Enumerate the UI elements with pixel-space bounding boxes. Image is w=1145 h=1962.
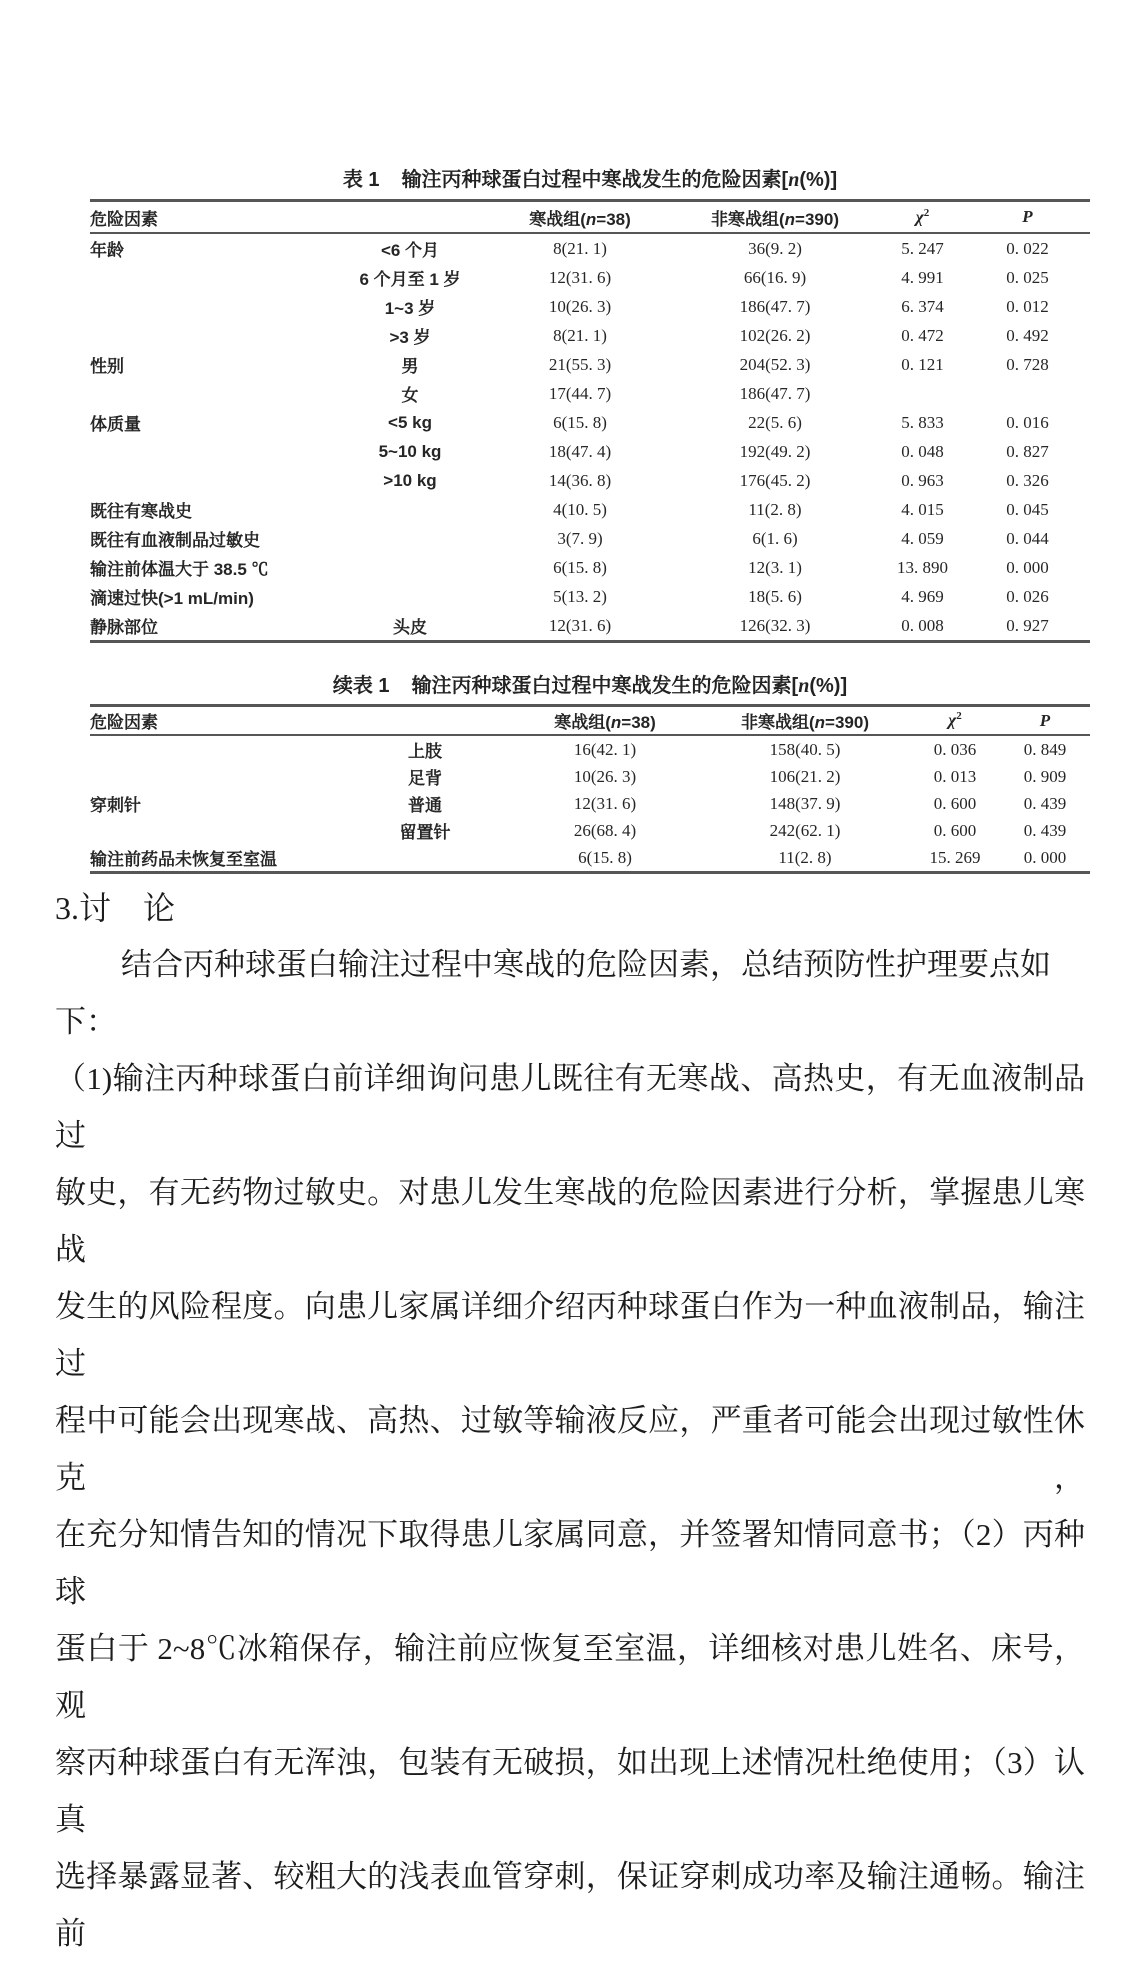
table-cell-non: 18(5. 6): [748, 586, 802, 606]
table-cell-chi: 5. 247: [901, 238, 944, 258]
table-cell-chill: 12(31. 6): [548, 615, 612, 635]
paragraph-line: （1)输注丙种球蛋白前详细询问患儿既往有无寒战、高热史，有无血液制品过: [55, 1061, 1085, 1153]
table-cell-chill: 16(42. 1): [573, 739, 637, 759]
table1-body: [90, 233, 1090, 642]
table-cell-chi: 4. 015: [901, 499, 944, 519]
table-cell-non: 192(49. 2): [739, 441, 811, 461]
paragraph-line: 程中可能会出现寒战、高热、过敏等输液反应，严重者可能会出现过敏性休克，: [55, 1403, 1085, 1495]
table-cell-factor: 年龄: [90, 241, 124, 260]
table-cell-non: 186(47. 7): [739, 383, 811, 403]
table-cell-non: 242(62. 1): [769, 820, 841, 840]
table1-continued: [90, 704, 1090, 874]
table-cell-factor: [90, 321, 330, 350]
table-cell-chi: 0. 600: [933, 820, 977, 840]
table-cell-p: 0. 026: [1006, 586, 1049, 606]
table-cell-p: 0. 927: [1006, 615, 1049, 635]
table-cell-chill: 3(7. 9): [557, 528, 603, 548]
table-cell-sub: >3 岁: [389, 328, 431, 347]
table-cell-chi: 0. 600: [933, 793, 977, 813]
paragraph-line: 结合丙种球蛋白输注过程中寒战的危险因素，总结预防性护理要点如下：: [55, 947, 1051, 1039]
paragraph-line: 敏史，有无药物过敏史。对患儿发生寒战的危险因素进行分析，掌握患儿寒战: [55, 1175, 1085, 1267]
table-cell-non: 6(1. 6): [752, 528, 798, 548]
table1-continued-title-text: 输注丙种球蛋白过程中寒战发生的危险因素[n(%)]: [411, 675, 848, 697]
table-cell-chill: 26(68. 4): [573, 820, 637, 840]
table-cell-factor: 穿刺针: [90, 796, 141, 815]
table-cell-sub: 头皮: [393, 618, 427, 637]
table1-title: [90, 167, 1090, 193]
table-cell-chill: 10(26. 3): [548, 296, 612, 316]
table-cell-p: 0. 045: [1006, 499, 1049, 519]
table-cell-chill: 12(31. 6): [573, 793, 637, 813]
table-cell-sub: <6 个月: [380, 241, 440, 260]
table-row: [90, 763, 1090, 790]
table-cell-chill: 6(15. 8): [553, 412, 607, 432]
table-cell-chill: 12(31. 6): [548, 267, 612, 287]
col-header-nonchill-group: 非寒战组(n=390): [700, 706, 910, 736]
table-cell-factor: [90, 735, 340, 763]
table-cell-chill: 8(21. 1): [553, 325, 607, 345]
table-cell-chill: 6(15. 8): [578, 847, 632, 867]
section-heading: 3.讨 论: [55, 890, 176, 926]
table-cell-chill: 4(10. 5): [553, 499, 607, 519]
table-cell-chi: 4. 991: [901, 267, 944, 287]
table1-title-text: 输注丙种球蛋白过程中寒战发生的危险因素[n(%)]: [401, 169, 838, 191]
table-cell-non: 12(3. 1): [748, 557, 802, 577]
table-row: [90, 379, 1090, 408]
table-cell-chi: 4. 059: [901, 528, 944, 548]
table-cell-chill: 10(26. 3): [573, 766, 637, 786]
table-row: [90, 466, 1090, 495]
table-cell-p: 0. 016: [1006, 412, 1049, 432]
col-header-nonchill-group: 非寒战组(n=390): [670, 201, 880, 234]
col-header-chi-square: $\chi^2$: [880, 201, 965, 234]
document-page: [0, 167, 1145, 1951]
table1-label: 表 1: [342, 169, 380, 191]
table-cell-factor: [90, 292, 330, 321]
table-cell-sub: 1~3 岁: [384, 299, 436, 318]
table-row: [90, 735, 1090, 763]
table-header-row: [90, 706, 1090, 736]
table-cell-chi: 15. 269: [929, 847, 981, 867]
table-cell-factor: 输注前药品未恢复至室温: [90, 850, 277, 869]
table-cell-chi: 0. 121: [901, 354, 944, 374]
table-cell-sub: 足背: [408, 769, 442, 788]
table-cell-factor: [90, 263, 330, 292]
table-cell-sub: <5 kg: [388, 412, 432, 432]
col-header-p-value: P: [965, 201, 1090, 234]
table-cell-factor: [90, 466, 330, 495]
table-cell-non: 11(2. 8): [778, 847, 832, 867]
table-cell-non: 204(52. 3): [739, 354, 811, 374]
table-row: [90, 582, 1090, 611]
table-cell-chill: 21(55. 3): [548, 354, 612, 374]
table-row: [90, 233, 1090, 263]
table-cell-p: 0. 326: [1006, 470, 1049, 490]
table-cell-sub: [330, 553, 490, 582]
table-cell-chi: [880, 379, 965, 408]
table-cell-chi: 0. 963: [901, 470, 944, 490]
table-cell-non: 186(47. 7): [739, 296, 811, 316]
table-cell-p: 0. 849: [1023, 739, 1067, 759]
table-row: [90, 437, 1090, 466]
table-cell-p: 0. 000: [1006, 557, 1049, 577]
table-row: [90, 263, 1090, 292]
table-cell-chi: 5. 833: [901, 412, 944, 432]
table-cell-p: 0. 827: [1006, 441, 1049, 461]
table-cell-sub: 普通: [408, 796, 442, 815]
table-cell-chi: 13. 890: [897, 557, 948, 577]
table-cell-p: 0. 044: [1006, 528, 1049, 548]
table-cell-factor: 性别: [90, 357, 124, 376]
table-cell-chill: 17(44. 7): [548, 383, 612, 403]
table-cell-factor: 体质量: [90, 415, 141, 434]
table-cell-chill: 14(36. 8): [548, 470, 612, 490]
table-row: [90, 524, 1090, 553]
table-cell-chi: 0. 048: [901, 441, 944, 461]
table-row: [90, 495, 1090, 524]
table-cell-factor: [90, 379, 330, 408]
paragraph-line: 选择暴露显著、较粗大的浅表血管穿刺，保证穿刺成功率及输注通畅。输注前: [55, 1859, 1085, 1951]
table-cell-chi: 0. 036: [933, 739, 977, 759]
table-cell-non: 148(37. 9): [769, 793, 841, 813]
paragraph-line: 察丙种球蛋白有无浑浊，包装有无破损，如出现上述情况杜绝使用；（3）认真: [55, 1745, 1085, 1837]
table-cell-factor: 静脉部位: [90, 618, 158, 637]
table-row: [90, 408, 1090, 437]
table-cell-p: 0. 492: [1006, 325, 1049, 345]
col-header-chill-group: 寒战组(n=38): [490, 201, 670, 234]
table-cell-sub: 6 个月至 1 岁: [359, 270, 461, 289]
table-header-row: [90, 201, 1090, 234]
table-cell-sub: 上肢: [408, 742, 442, 761]
table-cell-factor: [90, 437, 330, 466]
table-cell-chill: 6(15. 8): [553, 557, 607, 577]
table-row: [90, 844, 1090, 873]
table-cell-sub: [340, 844, 510, 873]
table-row: [90, 817, 1090, 844]
table-cell-p: 0. 909: [1023, 766, 1067, 786]
table-row: [90, 350, 1090, 379]
table-cell-p: 0. 012: [1006, 296, 1049, 316]
table-cell-non: 106(21. 2): [769, 766, 841, 786]
table1: [90, 199, 1090, 643]
table-cell-p: 0. 022: [1006, 238, 1049, 258]
table-cell-p: 0. 025: [1006, 267, 1049, 287]
table-cell-sub: 5~10 kg: [378, 441, 442, 461]
table-cell-non: 158(40. 5): [769, 739, 841, 759]
table-cell-chi: 0. 013: [933, 766, 977, 786]
table-cell-chill: 18(47. 4): [548, 441, 612, 461]
table-cell-chill: 8(21. 1): [553, 238, 607, 258]
col-header-chi-square: $\chi^2$: [910, 706, 1000, 736]
paragraph-line: 蛋白于 2~8℃冰箱保存，输注前应恢复至室温，详细核对患儿姓名、床号，观: [55, 1631, 1085, 1723]
table-cell-sub: >10 kg: [383, 470, 437, 490]
table-cell-factor: [90, 763, 340, 790]
table-cell-p: 0. 728: [1006, 354, 1049, 374]
table-cell-p: [965, 379, 1090, 408]
table-row: [90, 292, 1090, 321]
table-cell-chill: 5(13. 2): [553, 586, 607, 606]
table-row: [90, 553, 1090, 582]
table-row: [90, 790, 1090, 817]
paragraph-line: 在充分知情告知的情况下取得患儿家属同意，并签署知情同意书；（2）丙种球: [55, 1517, 1085, 1609]
table-cell-chi: 0. 008: [901, 615, 944, 635]
table-cell-sub: 女: [401, 386, 419, 405]
tables-section: [90, 167, 1090, 874]
table-cell-non: 176(45. 2): [739, 470, 811, 490]
table-cell-p: 0. 000: [1023, 847, 1067, 867]
table-cell-factor: [90, 817, 340, 844]
table-cell-p: 0. 439: [1023, 820, 1067, 840]
col-header-p-value: P: [1000, 706, 1090, 736]
table-cell-non: 66(16. 9): [743, 267, 807, 287]
table-cell-sub: [330, 495, 490, 524]
table-cell-factor: 输注前体温大于 38.5 ℃: [90, 560, 269, 579]
table-row: [90, 321, 1090, 350]
table-cell-sub: [330, 524, 490, 553]
col-header-factor: 危险因素: [90, 201, 490, 234]
table-cell-chi: 6. 374: [901, 296, 944, 316]
table-cell-non: 36(9. 2): [748, 238, 802, 258]
table-cell-sub: 男: [401, 357, 419, 376]
table-cell-non: 22(5. 6): [748, 412, 802, 432]
col-header-chill-group: 寒战组(n=38): [510, 706, 700, 736]
table-row: [90, 611, 1090, 642]
discussion-section: [55, 888, 1085, 1962]
table1-continued-label: 续表 1: [332, 675, 390, 697]
table-cell-sub: 留置针: [399, 823, 451, 842]
table-cell-non: 126(32. 3): [739, 615, 811, 635]
table-cell-sub: [330, 582, 490, 611]
col-header-factor: 危险因素: [90, 706, 510, 736]
table-cell-factor: 既往有寒战史: [90, 502, 192, 521]
table-cell-factor: 既往有血液制品过敏史: [90, 531, 260, 550]
table-cell-non: 102(26. 2): [739, 325, 811, 345]
table-cell-factor: 滴速过快(>1 mL/min): [90, 589, 254, 608]
table1-continued-title: [90, 673, 1090, 699]
table-cell-chi: 4. 969: [901, 586, 944, 606]
paragraph-line: 发生的风险程度。向患儿家属详细介绍丙种球蛋白作为一种血液制品，输注过: [55, 1289, 1085, 1381]
table-cell-non: 11(2. 8): [748, 499, 802, 519]
discussion-paragraph: [55, 936, 1085, 1962]
table-cell-p: 0. 439: [1023, 793, 1067, 813]
table-cell-chi: 0. 472: [901, 325, 944, 345]
table2-body: [90, 735, 1090, 873]
